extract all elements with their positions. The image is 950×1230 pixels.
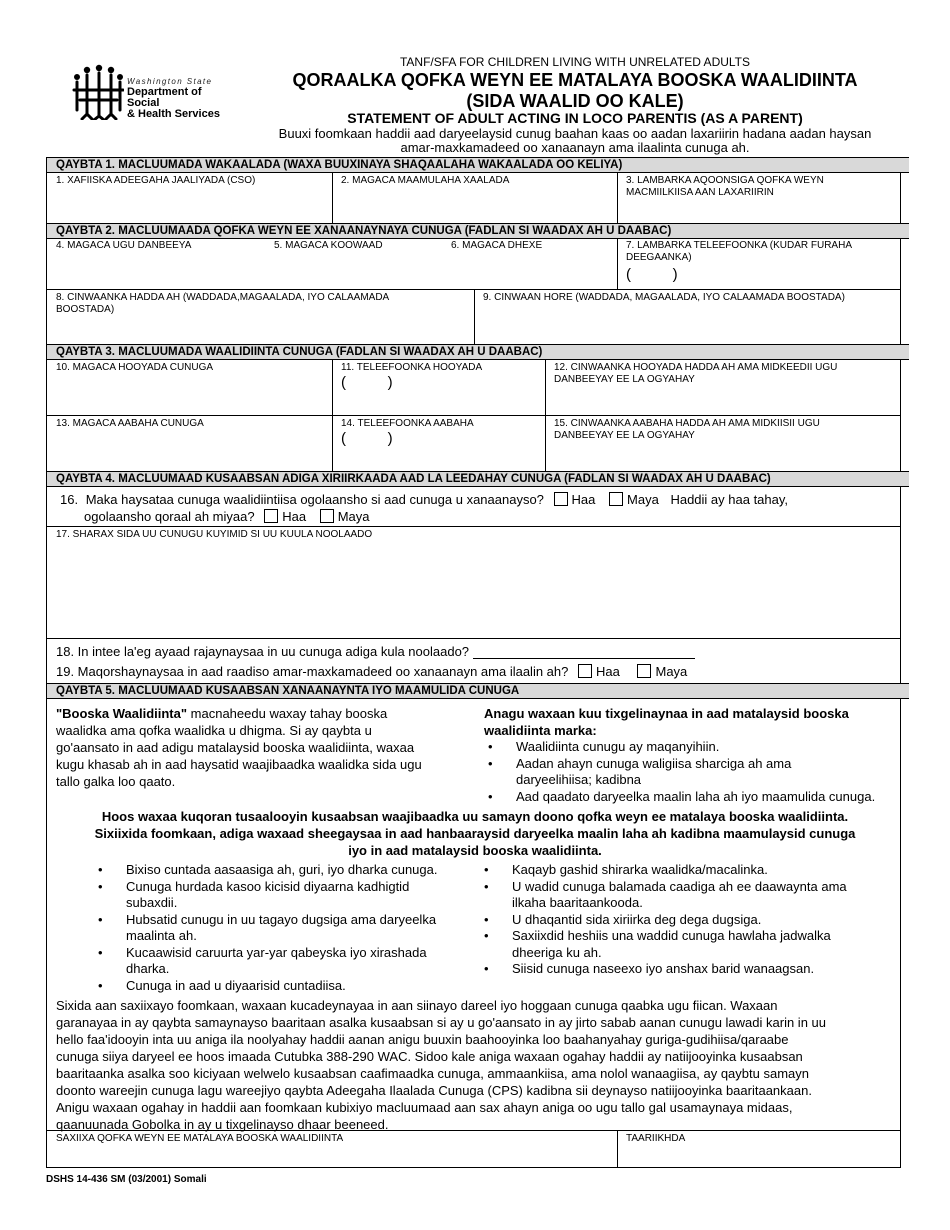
form-subtitle: STATEMENT OF ADULT ACTING IN LOCO PARENTIS (AS A PARENT) bbox=[347, 110, 803, 126]
condition-item-wrap: daryeelihiisa; kadibna bbox=[516, 772, 642, 787]
q16-haa-checkbox[interactable] bbox=[554, 492, 568, 506]
conditions-heading-line1: Anagu waxaan kuu tixgelinaynaa in aad matalaysid booska bbox=[484, 706, 849, 721]
question-18 bbox=[56, 643, 695, 660]
certification-line: baaritaanka asalka soo kiciyaan welwelo kusaabsan caafimaadka cunuga, ammaankiisa, ama nolol wanaagiisa, ay qaybtu samayn bbox=[56, 1066, 809, 1081]
duty-item bbox=[90, 912, 470, 945]
q19-maya-checkbox[interactable] bbox=[637, 664, 651, 678]
father-address-label-2: DANBEEYAY EE LA OGYAHAY bbox=[554, 430, 695, 441]
logo-dept-line2: & Health Services bbox=[127, 108, 220, 120]
dshs-people-icon bbox=[70, 64, 124, 120]
form-title-line2: (SIDA WAALID OO KALE) bbox=[466, 91, 684, 111]
duties-list-right bbox=[476, 862, 896, 978]
duties-list-left bbox=[90, 862, 470, 994]
phone-label-2: DEEGAANKA) bbox=[626, 252, 692, 263]
current-address-label-1: 8. CINWAANKA HADDA AH (WADDADA,MAGAALADA, IYO CALAAMADA bbox=[56, 292, 390, 303]
q16-maya-checkbox[interactable] bbox=[609, 492, 623, 506]
question-16-line2 bbox=[60, 508, 890, 525]
definition-line1 bbox=[56, 705, 466, 722]
form-id: DSHS 14-436 SM (03/2001) Somali bbox=[46, 1174, 207, 1185]
certification-line: garanayaa in ay qaybta samaynayso baaritaan asalka kusaabsan si ay u go'aansato in ay jirto sabab aanan cunugu lawadi karin in uu bbox=[56, 1015, 826, 1030]
duty-item: • Siisid cunuga naseexo iyo anshax barid wanaagsan. bbox=[476, 961, 896, 978]
conditions-heading bbox=[484, 705, 894, 739]
row-divider bbox=[47, 526, 900, 527]
client-id-label-1: 3. LAMBARKA AQOONSIGA QOFKA WEYN bbox=[626, 175, 824, 186]
question-16 bbox=[60, 491, 890, 525]
first-name-field[interactable]: 5. MAGACA KOOWAAD bbox=[274, 240, 383, 251]
examples-intro bbox=[60, 808, 890, 859]
divider bbox=[617, 172, 618, 223]
logo-text bbox=[127, 76, 230, 120]
section3-heading: QAYBTA 3. MACLUUMADA WAALIDIINTA CUNUGA (FADLAN SI WAADAX AH U DAABAC) bbox=[47, 344, 909, 360]
current-address-field[interactable] bbox=[56, 292, 389, 316]
condition-item bbox=[480, 756, 894, 789]
question-19 bbox=[56, 663, 687, 680]
duty-item bbox=[476, 879, 896, 912]
current-address-label-2: BOOSTADA) bbox=[56, 304, 115, 315]
condition-item: • Waalidiinta cunugu ay maqanyihiin. bbox=[480, 739, 894, 756]
form-description-line2: amar-maxkamadeed oo xanaanayn ama ilaalinta cunuga ah. bbox=[400, 140, 750, 155]
father-phone-area-code[interactable]: ( ) bbox=[341, 430, 393, 447]
father-address-field[interactable] bbox=[554, 418, 820, 442]
conditions-heading-line2: waalidiinta marka: bbox=[484, 723, 597, 738]
definition-line2: waalidka ama qofka waalidka u dhigma. Si ay qaybta u bbox=[56, 723, 372, 738]
section2-heading: QAYBTA 2. MACLUUMAADA QOFKA WEYN EE XANAANAYNAYA CUNUGA (FADLAN SI WAADAX AH U DAABAC) bbox=[47, 223, 909, 239]
mother-phone-area-code[interactable]: ( ) bbox=[341, 374, 393, 391]
certification-line: hello faa'idooyin inta uu aniga ila noolyahay haddii aanan anigu buuxin baahooyinka loo baahanyahay guriga-gudihiisa/qaraabe bbox=[56, 1032, 789, 1047]
examples-intro-line2: Sixiixida foomkaan, adiga waxaad sheegaysaa in aad hanbaaraysid daryeelka maalin laha ah kadibna maamulaysid cunuga bbox=[94, 826, 856, 841]
how-child-came-field[interactable]: 17. SHARAX SIDA UU CUNUGU KUYIMID SI UU KUULA NOOLAADO bbox=[56, 529, 373, 540]
phone-area-code[interactable]: ( ) bbox=[626, 266, 678, 283]
client-id-label-2: MACMIILKIISA AAN LAXARIIRIN bbox=[626, 187, 774, 198]
q19-haa-label: Haa bbox=[596, 664, 620, 679]
q19-haa-checkbox[interactable] bbox=[578, 664, 592, 678]
mother-address-label-2: DANBEEYAY EE LA OGYAHAY bbox=[554, 374, 695, 385]
question-16-text: Maka haysataa cunuga waalidiintiisa ogolaansho si aad cunuga u xanaanayso? bbox=[85, 492, 544, 507]
section1-heading: QAYBTA 1. MACLUUMADA WAKAALADA (WAXA BUUXINAYA SHAQAALAHA WAKAALADA OO KELIYA) bbox=[47, 157, 909, 173]
q16-haa-label: Haa bbox=[571, 492, 596, 507]
question-16-written: ogolaansho qoraal ah miyaa? bbox=[84, 509, 255, 524]
q16b-haa-label: Haa bbox=[282, 509, 307, 524]
form-title bbox=[250, 70, 900, 112]
phone-label-1: 7. LAMBARKA TELEEFOONKA (KUDAR FURAHA bbox=[626, 240, 852, 251]
certification-line: Anigu waxaan ogahay in haddii aan foomkaan kubixiyo macluumaad aan sax ahayn aniga oo ugu tallo gal usamaynaya midaas, bbox=[56, 1100, 793, 1115]
duty-item-text: • Cunuga hurdada kasoo kicisid diyaarna kadhigtid bbox=[126, 878, 410, 894]
logo-state: Washington State bbox=[127, 77, 213, 86]
certification-line: Sixida aan saxiixayo foomkaan, waxaan kucadeynayaa in aan siinayo dareel iyo hoggaan cunuga qaabka ugu fiican. Waxaan bbox=[56, 998, 778, 1013]
definition-line4: kugu khasab ah in aad haysatid waajibaadka waalidka sida ugu bbox=[56, 757, 422, 772]
middle-name-field[interactable]: 6. MAGACA DHEXE bbox=[451, 240, 543, 251]
definition-line5: tallo galka loo qaato. bbox=[56, 774, 176, 789]
duty-item bbox=[90, 879, 470, 912]
program-name: TANF/SFA FOR CHILDREN LIVING WITH UNRELATED ADULTS bbox=[399, 55, 751, 69]
section4-heading: QAYBTA 4. MACLUUMAAD KUSAABSAN ADIGA XIRIIRKAADA AAD LA LEEDAHAY CUNUGA (FADLAN SI WAADAX AH U DAABAC) bbox=[47, 471, 909, 487]
duty-item-wrap: maalinta ah. bbox=[126, 928, 197, 943]
divider bbox=[332, 172, 333, 223]
duty-item-wrap: ilkaha baaritaankooda. bbox=[512, 895, 643, 910]
mother-address-field[interactable] bbox=[554, 362, 837, 386]
q16b-haa-checkbox[interactable] bbox=[264, 509, 278, 523]
question-16-followup: Haddii ay haa tahay, bbox=[670, 492, 789, 507]
certification-paragraph bbox=[56, 997, 896, 1133]
mother-address-label-1: 12. CINWAANKA HOOYADA HADDA AH AMA MIDKEEDII UGU bbox=[554, 362, 838, 373]
divider bbox=[617, 238, 618, 289]
last-name-field[interactable]: 4. MAGACA UGU DANBEEYA bbox=[56, 240, 192, 251]
cso-field[interactable]: 1. XAFIISKA ADEEGAHA JAALIYADA (CSO) bbox=[56, 175, 256, 186]
question-18-text: 18. In intee la'eg ayaad rajaynaysaa in uu cunuga adiga kula noolaado? bbox=[56, 644, 470, 659]
conditions-list bbox=[480, 739, 894, 805]
condition-item: • Aad qaadato daryeelka maalin laha ah iyo maamulida cunuga. bbox=[480, 789, 894, 806]
duty-item bbox=[90, 945, 470, 978]
form-title-line1: QORAALKA QOFKA WEYN EE MATALAYA BOOSKA WAALIDIINTA bbox=[292, 70, 858, 90]
parent-role-definition bbox=[56, 705, 466, 790]
duty-item: • Kaqayb gashid shirarka waalidka/macalinka. bbox=[476, 862, 896, 879]
duty-item-wrap: dheeriga ku ah. bbox=[512, 944, 602, 960]
duty-item: • U dhaqantid sida xiriirka deg dega dugsiga. bbox=[476, 912, 896, 929]
logo-dept-line1: Department of Social bbox=[127, 86, 202, 109]
case-manager-field[interactable]: 2. MAGACA MAAMULAHA XAALADA bbox=[341, 175, 510, 186]
duty-item-text: • Saxiixdid heshiis una waddid cunuga hawlaha jadwalka bbox=[512, 928, 831, 943]
section5-heading: QAYBTA 5. MACLUUMAAD KUSAABSAN XANAANAYNTA IYO MAAMULIDA CUNUGA bbox=[47, 683, 909, 699]
divider bbox=[474, 289, 475, 344]
question-16-number: 16. bbox=[60, 492, 79, 507]
father-name-field[interactable]: 13. MAGACA AABAHA CUNUGA bbox=[56, 418, 204, 429]
certification-line: doonto wareejin cunuga lagu wareejiyo qaybta Adeegaha Ilaalada Cunuga (CPS) kadibna sii deynayso natiijooyinka baaritaankaan. bbox=[56, 1083, 812, 1098]
row-divider bbox=[47, 638, 900, 639]
duty-item-text: • Hubsatid cunugu in uu tagayo dugsiga ama daryeelka bbox=[126, 911, 437, 927]
signature-field[interactable]: SAXIIXA QOFKA WEYN EE MATALAYA BOOSKA WAALIDIINTA bbox=[56, 1133, 344, 1144]
mother-phone-field[interactable]: 11. TELEEFOONKA HOOYADA bbox=[341, 362, 483, 373]
row-divider bbox=[47, 1130, 900, 1131]
father-address-label-1: 15. CINWAANKA AABAHA HADDA AH AMA MIDKIISII UGU bbox=[554, 418, 820, 429]
question-16-line1 bbox=[60, 491, 890, 508]
condition-item-text: • Aadan ahayn cunuga waligiisa sharciga ah ama bbox=[516, 755, 792, 771]
q18-answer-line[interactable] bbox=[473, 645, 695, 659]
duty-item-wrap: subaxdii. bbox=[126, 895, 178, 910]
certification-line: qaanuunada Gobolka in ay u tixgelinayso dhaar beeneed. bbox=[56, 1117, 389, 1132]
q19-maya-label: Maya bbox=[655, 664, 688, 679]
form-description bbox=[250, 127, 900, 155]
date-field[interactable]: TAARIIKHDA bbox=[626, 1133, 686, 1144]
duty-item bbox=[476, 928, 896, 961]
duty-item: • Cunuga in aad u diyaarisid cuntadiisa. bbox=[90, 978, 470, 995]
examples-intro-line1: Hoos waxaa kuqoran tusaalooyin kusaabsan waajibaadka uu samayn doono qofka weyn ee matalaya booska waalidiinta. bbox=[101, 809, 849, 824]
form-description-line1: Buuxi foomkaan haddii aad daryeelaysid cunug baahan kaas oo aadan laxariirin hadana aadan haysan bbox=[278, 126, 872, 141]
duty-item-text: • U wadid cunuga balamada caadiga ah ee daawaynta ama bbox=[512, 878, 847, 894]
client-id-field[interactable] bbox=[626, 175, 824, 199]
row-divider bbox=[47, 415, 900, 416]
divider bbox=[617, 1130, 618, 1167]
definition-line3: go'aansato in aad adigu matalaysid booska waalidiinta, waxaa bbox=[56, 740, 415, 755]
q16b-maya-label: Maya bbox=[337, 509, 370, 524]
dshs-logo bbox=[70, 62, 230, 122]
duty-item-text: • Kucaawisid caruurta yar-yar qabeyska iyo xirashada bbox=[126, 944, 427, 960]
previous-address-field[interactable]: 9. CINWAAN HORE (WADDADA, MAGAALADA, IYO CALAAMADA BOOSTADA) bbox=[483, 292, 845, 303]
q16-maya-label: Maya bbox=[627, 492, 659, 507]
examples-intro-line3: iyo in aad matalaysid booska waalidiinta. bbox=[348, 843, 602, 858]
mother-name-field[interactable]: 10. MAGACA HOOYADA CUNUGA bbox=[56, 362, 214, 373]
q16b-maya-checkbox[interactable] bbox=[320, 509, 334, 523]
question-19-text: 19. Maqorshaynaysaa in aad raadiso amar-maxkamadeed oo xanaanayn ama ilaalin ah? bbox=[56, 664, 569, 679]
certification-line: cunuga siiya daryeel ee hoos imaada Cutubka 388-290 WAC. Sidoo kale aniga waxaan ogahay haddii ay natiijooyinka kusaabsan bbox=[56, 1049, 803, 1064]
conditions-block bbox=[484, 705, 894, 805]
duty-item: • Bixiso cuntada aasaasiga ah, guri, iyo dharka cunuga. bbox=[90, 862, 470, 879]
definition-line1-text: macnaheedu waxay tahay booska bbox=[187, 706, 388, 721]
duty-item-wrap: dharka. bbox=[126, 961, 170, 976]
definition-term: "Booska Waalidiinta" bbox=[56, 706, 188, 721]
phone-field[interactable] bbox=[626, 240, 852, 264]
father-phone-field[interactable]: 14. TELEEFOONKA AABAHA bbox=[341, 418, 474, 429]
